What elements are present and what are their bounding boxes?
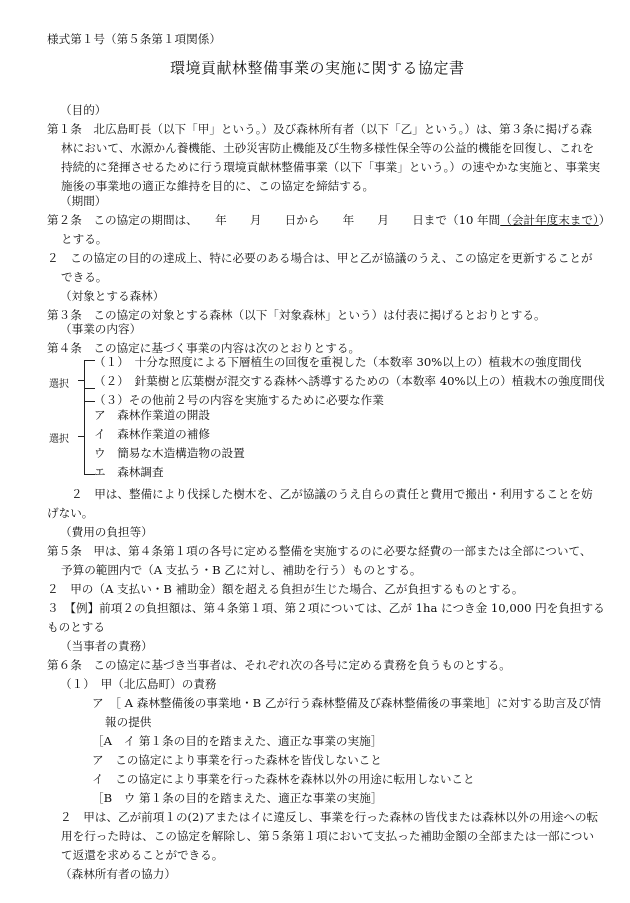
article-4: 第４条 この協定に基づく事業の内容は次のとおりとする。 — [47, 341, 361, 355]
article-5-para-2: ２ 甲の（A 支払い・B 補助金）額を超える負担が生じた場合、乙が負担するものとする。 — [47, 582, 524, 596]
option-item: （３）その他前２号の内容を実施するために必要な作業 — [94, 393, 384, 407]
article-6-para-2: ２ 甲は、乙が前項１の(2)アまたはイに違反し、事業を行った森林の皆伐または森林以外の用途への転 — [60, 810, 599, 824]
article-6-para-2: 用を行った時は、この協定を解除し、第５条第１項において支払った補助金額の全部または一部につい — [61, 829, 595, 843]
option-item: ア 森林作業道の開設 — [94, 408, 210, 422]
heading-duty: （当事者の責務） — [60, 639, 153, 653]
select-label: 選択 — [49, 434, 69, 445]
article-2-para-2: ２ この協定の目的の達成上、特に必要のある場合は、甲と乙が協議のうえ、この協定を更新することが — [47, 251, 593, 265]
article-1-line: 林において、水源かん養機能、土砂災害防止機能及び生物多様性保全等の公益的機能を回復し、これを — [61, 141, 595, 155]
article-1-line: 第１条 北広島町長（以下「甲」という。）及び森林所有者（以下「乙」という。）は、第３条に掲げる森 — [47, 122, 592, 136]
heading-content: （事業の内容） — [60, 322, 142, 336]
option-item: （１） 十分な照度による下層植生の回復を重視した（本数率 30%以上の）植栽木の強度間伐 — [94, 355, 582, 369]
duty-item: ア この協定により事業を行った森林を皆伐しないこと — [92, 753, 382, 767]
article-6-para-2: て返還を求めることができる。 — [61, 848, 224, 862]
article-2-para-2: できる。 — [61, 270, 108, 284]
article-2-line: とする。 — [61, 232, 108, 246]
heading-cooperation: （森林所有者の協力） — [60, 867, 176, 881]
select-brace-tick — [78, 380, 84, 381]
heading-target: （対象とする森林） — [60, 289, 165, 303]
article-1-line: 施後の事業地の適正な維持を目的に、この協定を締結する。 — [61, 179, 375, 193]
article-3: 第３条 この協定の対象とする森林（以下「対象森林」という）は付表に掲げるとおりとする。 — [47, 308, 546, 322]
select-label: 選択 — [49, 379, 69, 390]
article-4-para-2: ２ 甲は、整備により伐採した樹木を、乙が協議のうえ自らの責任と費用で搬出・利用することを妨 — [71, 487, 593, 501]
duty-item: ［A イ 第１条の目的を踏まえた、適正な事業の実施］ — [92, 734, 383, 748]
article-6: 第６条 この協定に基づき当事者は、それぞれ次の各号に定める責務を負うものとする。 — [47, 658, 511, 672]
heading-purpose: （目的） — [60, 103, 107, 117]
article-5-line: 予算の範囲内で（A 支払う・B 乙に対し、補助を行う）ものとする。 — [61, 563, 422, 577]
select-brace-tick — [78, 436, 84, 437]
option-item: エ 森林調査 — [94, 465, 164, 479]
option-item: ウ 簡易な木造構造物の設置 — [94, 446, 245, 460]
heading-cost: （費用の負担等） — [60, 525, 153, 539]
article-5-para-3: ものとする — [47, 620, 105, 634]
heading-period: （期間） — [60, 194, 107, 208]
option-item: イ 森林作業道の補修 — [94, 427, 210, 441]
article-1-line: 持続的に発揮させるために行う環境貢献林整備事業（以下「事業」という。）の速やかな実施と、事業実 — [61, 160, 601, 174]
duty-item: 報の提供 — [105, 715, 152, 729]
duty-item: ア ［ A 森林整備後の事業地・B 乙が行う森林整備及び森林整備後の事業地］に対する助言及び情 — [92, 696, 602, 710]
form-label: 様式第１号（第５条第１項関係） — [47, 32, 221, 46]
article-5-line: 第５条 甲は、第４条第１項の各号に定める整備を実施するのに必要な経費の一部または全部について、 — [47, 544, 592, 558]
document-title: 環境貢献林整備事業の実施に関する協定書 — [170, 59, 465, 77]
article-4-para-2: げない。 — [47, 506, 94, 520]
duty-item: イ この協定により事業を行った森林を森林以外の用途に転用しないこと — [92, 772, 475, 786]
article-6-item-1: （１） 甲（北広島町）の責務 — [60, 677, 217, 691]
option-item: （２） 針葉樹と広葉樹が混交する森林へ誘導するための（本数率 40%以上の）植栽木の強度間伐 — [94, 374, 605, 388]
article-5-para-3: ３ 【例】前項２の負担額は、第４条第１項、第２項については、乙が 1ha につき金 10,000 円を負担する — [47, 601, 605, 615]
duty-item: ［B ウ 第１条の目的を踏まえた、適正な事業の実施］ — [92, 791, 383, 805]
article-2-line: 第２条 この協定の期間は、 年 月 日から 年 月 日まで（10 年間（会計年度末まで）） — [47, 213, 611, 227]
